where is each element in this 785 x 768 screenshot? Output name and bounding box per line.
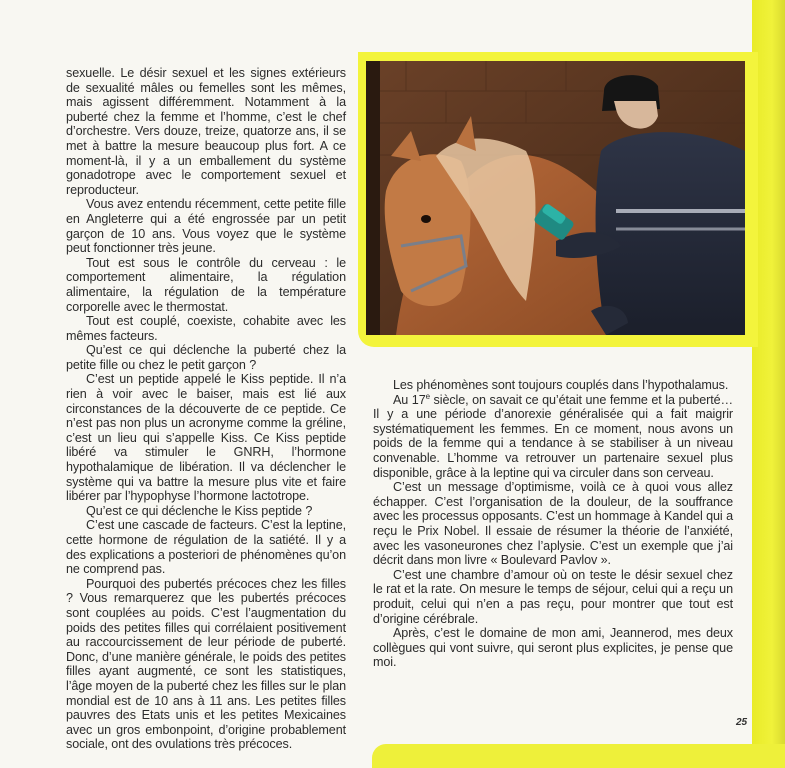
paragraph-rest: siècle, on savait ce qu’était une femme et la puberté… Il y a une période d’anorexie généralisée qui a fait maigrir systématiquement les femmes. En ce moment, nous avons un poids de la femme qui a tendance à se stabiliser à un niveau convenable. L’homme va retrouver un partenaire sexuel plus disponible, grâce à la leptine qui va circuler dans son cerveau. <box>373 392 733 480</box>
horse-grooming-photo <box>366 61 745 335</box>
paragraph: Pourquoi des pubertés précoces chez les filles ? Vous remarquerez que les pubertés précoces sont couplées au poids. C’est l’augmentation du poids des petites filles qui corrélaient positivement au raccourcissement de leur période de puberté. Donc, d’une manière générale, le poids des petites filles ayant augmenté, ce sont les statistiques, l’âge moyen de la puberté chez les filles sur le plan mondial est de 10 ans à 11 ans. Les petites filles pauvres des Etats unis et les petites Mexicaines avec un gros embonpoint, d’origine probablement sociale, ont des ovulations très précoces. <box>66 576 346 752</box>
century-text: Au 17 <box>393 392 426 407</box>
paragraph: C’est une chambre d’amour où on teste le désir sexuel chez le rat et la rate. On mesure le temps de séjour, celui qui a reçu un produit, celui qui n’en a pas reçu, pour montrer que tout est d’origine cérébrale. <box>373 567 733 626</box>
yellow-bottom-band <box>372 744 785 768</box>
paragraph: C’est un peptide appelé le Kiss peptide. Il n’a rien à voir avec le baiser, mais est lié aux circonstances de la découverte de ce peptide. Ce n’est pas non plus un acronyme comme la gréline, c’est un lieu qui s’appelle Kiss. Ce Kiss peptide libéré va stimuler le GNRH, l’hormone hypothalamique de libération. Il va déclencher le système qui va battre la mesure plus vite et faire libérer par l’hypophyse l’hormone lactotrope. <box>66 372 346 504</box>
question-paragraph: Qu’est ce qui déclenche le Kiss peptide ? <box>86 503 313 518</box>
paragraph: Tout est couplé, coexiste, cohabite avec les mêmes facteurs. <box>66 314 346 343</box>
paragraph: C’est une cascade de facteurs. C’est la leptine, cette hormone de régulation de la satiété. Il y a des explications a posteriori de phénomènes qu’on ne comprend pas. <box>66 518 346 577</box>
paragraph: Après, c’est le domaine de mon ami, Jeannerod, mes deux collègues qui vont suivre, qui seront plus explicites, je pense que moi. <box>373 626 733 670</box>
superscript: e <box>425 391 430 401</box>
paragraph: Tout est sous le contrôle du cerveau : le comportement alimentaire, la régulation alimentaire, la régulation de la température corporelle avec le thermostat. <box>66 255 346 314</box>
page-number: 25 <box>736 717 748 728</box>
paragraph: Les phénomènes sont toujours couplés dans l’hypothalamus. <box>393 378 729 392</box>
paragraph: Vous avez entendu récemment, cette petite fille en Angleterre qui a été engrossée par un petit garçon de 10 ans. Vous voyez que le système peut fonctionner très jeune. <box>66 197 346 256</box>
paragraph <box>373 393 733 481</box>
paragraph: sexuelle. Le désir sexuel et les signes extérieurs de sexualité mâles ou femelles sont les mêmes, mais agissent différemment. Notamment à la puberté chez la femme et l’homme, c’est le chef d’orchestre. Vers douze, treize, quatorze ans, il se met à battre la mesure beaucoup plus fort. A ce moment-là, il y a un emballement du système gonadotrope avec le comportement sexuel et reproducteur. <box>66 66 346 197</box>
right-text-column <box>373 378 733 670</box>
left-text-column <box>66 66 346 752</box>
paragraph: C’est un message d’optimisme, voilà ce à quoi vous allez échapper. C’est l’organisation de la douleur, de la souffrance avec les processus opposants. C’est un hommage à Kandel qui a reçu le Prix Nobel. Il essaie de résumer la théorie de l’anxiété, avec les vasoneurones chez l’aplysie. C’est un exemple que j’ai décrit dans mon livre « Boulevard Pavlov ». <box>373 480 733 568</box>
question-paragraph: Qu’est ce qui déclenche la puberté chez la petite fille ou chez le petit garçon ? <box>66 343 346 372</box>
